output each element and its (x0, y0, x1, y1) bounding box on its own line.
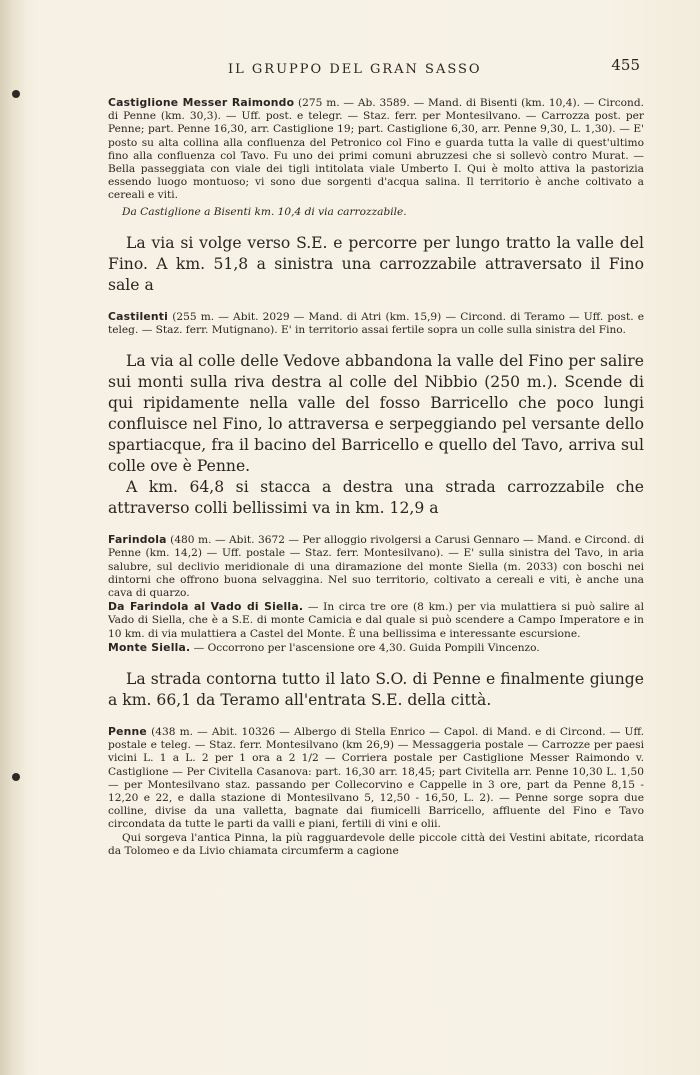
bullet-mark (12, 773, 20, 781)
entry-text: — In circa tre ore (8 km.) per via mulattiera si può salire al Vado di Siella, che è a S.E. di monte Camicia e dal quale si può scendere a Campo Imperatore e in 10 km. di via mulattiera a Castel del Monte. È una bellissima e interessante escursione. (108, 601, 644, 640)
bullet-mark (12, 90, 20, 98)
page-spine-shadow (0, 0, 26, 1075)
entry-text: (255 m. — Abit. 2029 — Mand. di Atri (km. 15,9) — Circond. di Teramo — Uff. post. e teleg. — Staz. ferr. Mutignano). E' in territorio assai fertile sopra un colle sulla sinistra del Fino. (108, 310, 644, 337)
entry-vado-di-siella (108, 600, 644, 641)
entry-text: — Occorrono per l'ascensione ore 4,30. Guida Pompili Vincenzo. (190, 641, 540, 654)
entry-castiglione (108, 96, 644, 219)
running-title: IL GRUPPO DEL GRAN SASSO (228, 62, 482, 77)
entry-heading: Castilenti (108, 309, 169, 323)
entry-monte-siella (108, 641, 644, 655)
route-paragraph: La via al colle delle Vedove abbandona la valle del Fino per salire sui monti sulla riva destra al colle del Nibbio (250 m.). Scende di qui ripidamente nella valle del fosso Barricello che poco lungi confluisce nel Fino, lo attraversa e serpeggiando pel versante dello spartiacque, fra il bacino del Barricello e quello del Tavo, arriva sul colle ove è Penne. (108, 352, 644, 476)
page-number: 455 (611, 56, 640, 74)
penne-history-paragraph: Qui sorgeva l'antica Pinna, la più ragguardevole delle piccole città dei Vestini abitate, ricordata da Tolomeo e da Livio chiamata circumferm a cagione (108, 831, 644, 857)
route-paragraph: La via si volge verso S.E. e percorre per lungo tratto la valle del Fino. A km. 51,8 a sinistra una carrozzabile attraversato il Fino sale a (108, 233, 644, 294)
entry-farindola (108, 533, 644, 600)
entry-text: (275 m. — Ab. 3589. — Mand. di Bisenti (km. 10,4). — Circond. di Penne (km. 30,3). — Uff. post. e telegr. — Staz. ferr. per Montesilvano. — Carrozza post. per Penne; part. Penne 16,30, arr. Castiglione 19; part. Castiglione 6,30, arr. Penne 9,30, L. 1,30). — E' posto su alta collina alla confluenza del Petronico col Fino e guarda tutta la valle di quest'ultimo fino alla confluenza col Tavo. Fu uno dei primi comuni abruzzesi che si sollevò contro Murat. — Bella passeggiata con viale dei tigli intitolata viale Umberto I. Qui è molto attiva la pastorizia essendo luogo montuoso; vi sono due sorgenti d'acqua salina. Il territorio è anche coltivato a cereali e viti. (108, 97, 644, 202)
route-paragraph: A km. 64,8 si stacca a destra una strada carrozzabile che attraverso colli bellissimi va in km. 12,9 a (108, 478, 644, 518)
entry-distance-note: Da Castiglione a Bisenti km. 10,4 di via carrozzabile. (122, 205, 407, 218)
entry-penne (108, 725, 644, 832)
entry-heading: Penne (108, 725, 147, 739)
entry-castilenti (108, 310, 644, 337)
entry-heading: Da Farindola al Vado di Siella. (108, 600, 304, 614)
route-paragraph: La strada contorna tutto il lato S.O. di Penne e finalmente giunge a km. 66,1 da Teramo all'entrata S.E. della città. (108, 670, 644, 710)
entry-heading: Monte Siella. (108, 640, 191, 654)
entry-heading: Farindola (108, 533, 167, 547)
page-content (108, 96, 644, 858)
entry-text: (438 m. — Abit. 10326 — Albergo di Stella Enrico — Capol. di Mand. e di Circond. — Uff. postale e teleg. — Staz. ferr. Montesilvano (km 26,9) — Messaggeria postale — Carrozze per paesi vicini L. 1 a L. 2 per 1 ora a 2 1/2 — Corriera postale per Castiglione Messer Raimondo v. Castiglione — Per Civitella Casanova: part. 16,30 arr. 18,45; part Civitella arr. Penne 10,30 L. 1,50 — per Montesilvano staz. passando per Collecorvino e Cappelle in 3 ore, part da Penne 8,15 - 12,20 e 22, e dalla stazione di Montesilvano 5, 12,50 - 16,50, L. 2). — Penne sorge sopra due colline, divise da una valletta, bagnate dai fiumicelli Barricello, affluente del Fino e Tavo circondata da tutte le parti da valli e piani, fertili di vini e olii. (108, 726, 644, 831)
entry-text: (480 m. — Abit. 3672 — Per alloggio rivolgersi a Carusi Gennaro — Mand. e Circond. di Penne (km. 14,2) — Uff. postale — Staz. ferr. Montesilvano). — E' sulla sinistra del Tavo, in aria salubre, sul declivio meridionale di una diramazione del monte Siella (m. 2033) con boschi nei dintorni che offrono buona selvaggina. Nel suo territorio, coltivato a cereali e viti, è anche una cava di quarzo. (108, 534, 644, 600)
entry-heading: Castiglione Messer Raimondo (108, 96, 295, 109)
